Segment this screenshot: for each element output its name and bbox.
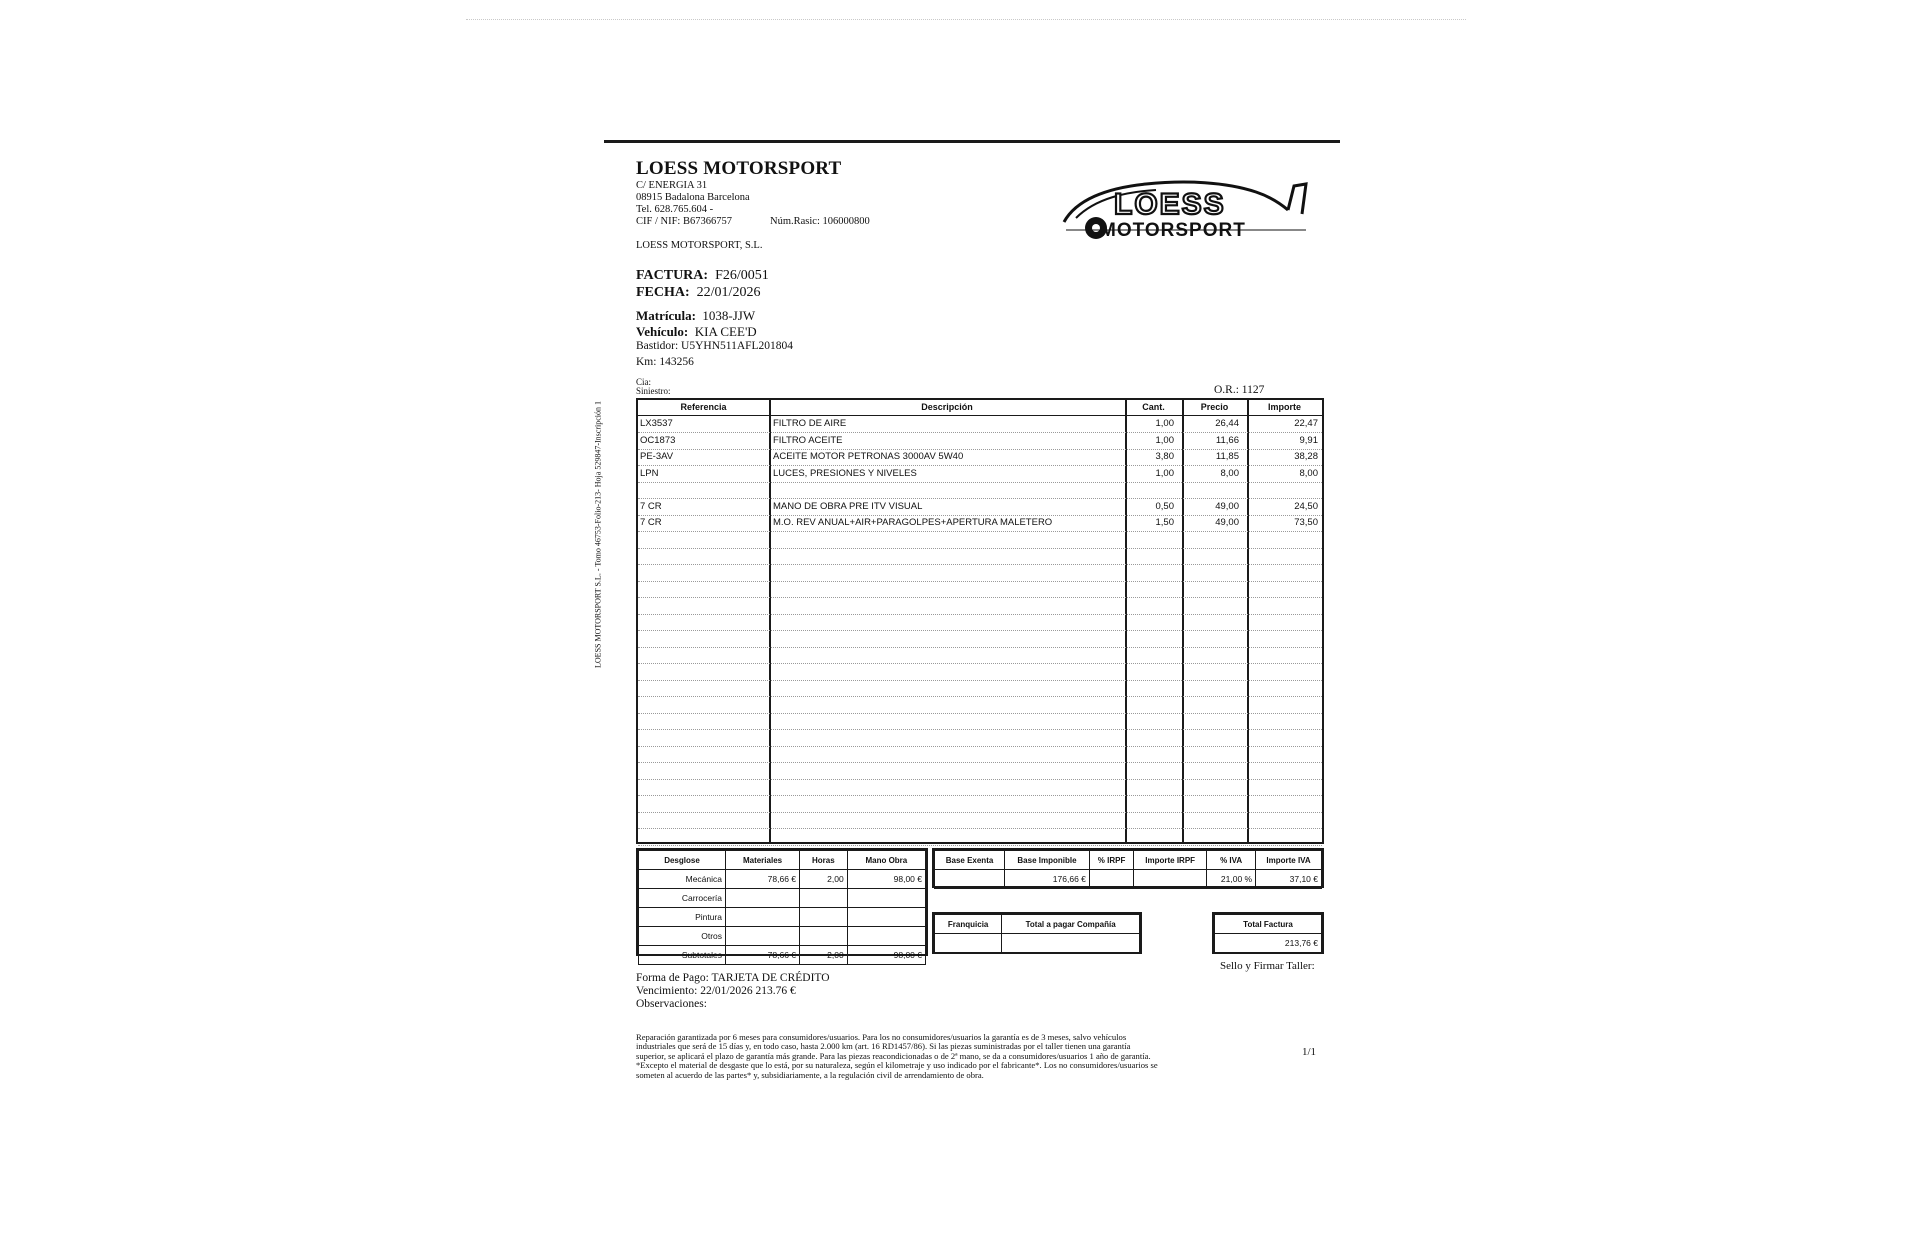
tax-header: % IVA <box>1207 851 1256 870</box>
table-row <box>638 433 1322 450</box>
table-row <box>638 730 1322 747</box>
col-header-descripcion: Descripción <box>769 400 1125 416</box>
total-compania-header: Total a pagar Compañía <box>1002 915 1140 934</box>
breakdown-header: Desglose <box>639 851 726 870</box>
cell-precio: 49,00 <box>1215 500 1239 512</box>
table-row <box>638 746 1322 763</box>
breakdown-row <box>639 927 926 946</box>
fecha-label: FECHA: <box>636 285 690 300</box>
cell-precio: 49,00 <box>1215 517 1239 528</box>
breakdown-materiales: 78,66 € <box>726 946 800 965</box>
franquicia-table <box>932 912 1142 954</box>
legal-line: Reparación garantizada por 6 meses para consumidores/usuarios. Para los no consumidores/usuarios la garantía es de 3 meses, salvo vehículos <box>636 1032 1127 1042</box>
breakdown-row <box>639 870 926 889</box>
breakdown-horas: 2,00 <box>800 870 848 889</box>
table-row <box>638 581 1322 598</box>
factura-label: FACTURA: <box>636 268 709 283</box>
cell-ref: 7 CR <box>640 500 662 512</box>
breakdown-mano-obra <box>847 889 925 908</box>
company-phone: Tel. 628.765.604 - <box>636 204 714 215</box>
cell-cant: 1,50 <box>1155 517 1174 528</box>
tax-iva-pct: 21,00 % <box>1207 870 1256 889</box>
breakdown-materiales <box>726 889 800 908</box>
cell-importe: 9,91 <box>1299 434 1318 446</box>
header-rule <box>604 140 1340 143</box>
breakdown-row <box>639 889 926 908</box>
breakdown-horas <box>800 908 848 927</box>
cell-importe: 24,50 <box>1294 500 1318 512</box>
franquicia-header: Franquicia <box>935 915 1002 934</box>
table-row <box>638 598 1322 615</box>
cell-cant: 3,80 <box>1155 451 1174 462</box>
logo-text-loess: LOESS <box>1114 188 1226 221</box>
siniestro: Siniestro: <box>636 386 671 396</box>
cell-desc: FILTRO DE AIRE <box>773 418 847 429</box>
breakdown-label: Otros <box>639 927 726 946</box>
table-row <box>638 532 1322 549</box>
cell-desc: M.O. REV ANUAL+AIR+PARAGOLPES+APERTURA MALETERO <box>773 517 1053 528</box>
breakdown-horas <box>800 927 848 946</box>
breakdown-mano-obra <box>847 908 925 927</box>
table-row <box>638 631 1322 648</box>
cell-desc: LUCES, PRESIONES Y NIVELES <box>773 467 917 479</box>
tax-header: Base Exenta <box>935 851 1005 870</box>
legal-warranty-text <box>636 1033 1296 1080</box>
company-cif: CIF / NIF: B67366757 <box>636 216 732 227</box>
legal-line: industriales que será de 15 días y, en todo caso, hasta 2.000 km (art. 16 RD1457/86). Si las piezas suministradas por el taller tienen una garantía <box>636 1041 1131 1052</box>
col-header-importe: Importe <box>1247 400 1322 416</box>
table-row <box>638 796 1322 813</box>
items-table <box>636 398 1324 844</box>
company-legal-name: LOESS MOTORSPORT, S.L. <box>636 240 763 251</box>
fecha-line <box>636 285 760 301</box>
table-row <box>638 614 1322 631</box>
breakdown-mano-obra: 98,00 € <box>847 870 925 889</box>
cell-ref: OC1873 <box>640 434 676 446</box>
cell-importe: 38,28 <box>1294 451 1318 462</box>
total-factura-box <box>1212 912 1324 954</box>
logo-text-motorsport: MOTORSPORT <box>1100 220 1246 241</box>
table-row <box>638 482 1322 499</box>
table-row <box>638 680 1322 697</box>
table-row <box>638 664 1322 681</box>
franquicia-value <box>935 934 1002 953</box>
total-factura-value: 213,76 € <box>1215 934 1322 953</box>
table-row <box>638 548 1322 565</box>
cell-importe: 73,50 <box>1294 517 1318 528</box>
col-header-cant: Cant. <box>1125 400 1182 416</box>
cell-ref: LX3537 <box>640 418 673 429</box>
tax-base-imponible: 176,66 € <box>1005 870 1090 889</box>
matricula-line <box>636 308 755 324</box>
tax-header: Base Imponible <box>1005 851 1090 870</box>
table-row <box>638 499 1322 516</box>
breakdown-mano-obra: 98,00 € <box>847 946 925 965</box>
cell-precio: 11,66 <box>1215 434 1239 446</box>
table-row <box>638 812 1322 829</box>
breakdown-horas: 2,00 <box>800 946 848 965</box>
breakdown-row <box>639 908 926 927</box>
breakdown-header: Horas <box>800 851 848 870</box>
legal-line: *Excepto el material de desgaste que lo está, por su naturaleza, según el kilometraje y uso indicado por el fabricante*. Los no consumidores/usuarios se <box>636 1060 1158 1071</box>
bastidor: Bastidor: U5YHN511AFL201804 <box>636 340 794 352</box>
vencimiento: Vencimiento: 22/01/2026 213.76 € <box>636 985 796 997</box>
cell-ref: PE-3AV <box>640 451 674 462</box>
vehiculo-line <box>636 324 757 340</box>
table-row <box>638 647 1322 664</box>
table-row <box>638 565 1322 582</box>
matricula-label: Matrícula: <box>636 308 696 323</box>
cell-ref: LPN <box>640 467 659 479</box>
cell-precio: 26,44 <box>1215 418 1239 429</box>
cell-desc: ACEITE MOTOR PETRONAS 3000AV 5W40 <box>773 451 964 462</box>
breakdown-materiales: 78,66 € <box>726 870 800 889</box>
company-address: C/ ENERGIA 31 <box>636 180 708 191</box>
cia: Cia: <box>636 377 651 387</box>
table-row <box>638 779 1322 796</box>
cell-importe: 22,47 <box>1294 418 1318 429</box>
invoice-page <box>593 140 1340 1090</box>
factura-line <box>636 268 769 284</box>
table-row <box>638 449 1322 466</box>
breakdown-label: Carrocería <box>639 889 726 908</box>
cell-cant: 1,00 <box>1155 434 1174 446</box>
breakdown-table <box>636 848 928 960</box>
forma-pago: Forma de Pago: TARJETA DE CRÉDITO <box>636 972 830 984</box>
breakdown-label: Pintura <box>639 908 726 927</box>
cell-ref: 7 CR <box>640 517 662 528</box>
cell-desc: MANO DE OBRA PRE ITV VISUAL <box>773 500 923 512</box>
tax-irpf-importe <box>1134 870 1207 889</box>
loess-motorsport-logo <box>1056 170 1316 242</box>
factura-number: F26/0051 <box>715 268 769 283</box>
scan-top-edge <box>466 19 1466 20</box>
breakdown-row-subtotales <box>639 946 926 965</box>
page-number: 1/1 <box>1302 1046 1317 1058</box>
side-registry-text: LOESS MOTORSPORT S.L. - Tomo 46753-Folio-213- Hoja 529847-Inscripción 1 <box>593 401 603 668</box>
vehiculo-label: Vehículo: <box>636 324 689 339</box>
breakdown-header: Mano Obra <box>847 851 925 870</box>
cell-cant: 1,00 <box>1155 467 1174 479</box>
matricula-value: 1038-JJW <box>702 308 756 323</box>
table-row <box>638 763 1322 780</box>
table-row <box>638 515 1322 532</box>
col-header-precio: Precio <box>1182 400 1247 416</box>
breakdown-materiales <box>726 927 800 946</box>
breakdown-materiales <box>726 908 800 927</box>
breakdown-label: Subtotales <box>639 946 726 965</box>
cell-cant: 0,50 <box>1155 500 1174 512</box>
legal-line: someten al acuerdo de las partes* y, subsidiariamente, a la regulación civil de arrendamiento de obra. <box>636 1069 984 1080</box>
observaciones: Observaciones: <box>636 998 707 1010</box>
breakdown-mano-obra <box>847 927 925 946</box>
cell-cant: 1,00 <box>1155 418 1174 429</box>
col-header-referencia: Referencia <box>638 400 769 416</box>
cell-precio: 11,85 <box>1215 451 1239 462</box>
table-row <box>638 466 1322 483</box>
table-row <box>638 829 1322 846</box>
tax-header: % IRPF <box>1089 851 1133 870</box>
order-number: O.R.: 1127 <box>1214 384 1265 396</box>
fecha-value: 22/01/2026 <box>696 285 761 300</box>
tax-header: Importe IVA <box>1256 851 1322 870</box>
company-city: 08915 Badalona Barcelona <box>636 192 750 203</box>
cell-importe: 8,00 <box>1299 467 1318 479</box>
company-rasic: Núm.Rasic: 106000800 <box>770 216 870 227</box>
sello-firma: Sello y Firmar Taller: <box>1220 960 1315 972</box>
table-row <box>638 713 1322 730</box>
km: Km: 143256 <box>636 356 694 368</box>
legal-line: superior, se aplicará el plazo de garantía más grande. Para las piezas reacondicionadas o de 2ª mano, se da a consumidores/usuarios 1 año de garantía. <box>636 1050 1151 1061</box>
total-factura-label: Total Factura <box>1215 915 1322 934</box>
vehiculo-value: KIA CEE'D <box>694 324 757 339</box>
table-row <box>638 697 1322 714</box>
breakdown-header: Materiales <box>726 851 800 870</box>
tax-iva-importe: 37,10 € <box>1256 870 1322 889</box>
breakdown-label: Mecánica <box>639 870 726 889</box>
table-row <box>638 416 1322 433</box>
tax-table <box>932 848 1324 888</box>
cell-desc: FILTRO ACEITE <box>773 434 843 446</box>
breakdown-horas <box>800 889 848 908</box>
tax-base-exenta <box>935 870 1005 889</box>
company-name: LOESS MOTORSPORT <box>636 158 842 179</box>
total-compania-value <box>1002 934 1140 953</box>
cell-precio: 8,00 <box>1220 467 1239 479</box>
tax-header: Importe IRPF <box>1134 851 1207 870</box>
tax-irpf-pct <box>1089 870 1133 889</box>
